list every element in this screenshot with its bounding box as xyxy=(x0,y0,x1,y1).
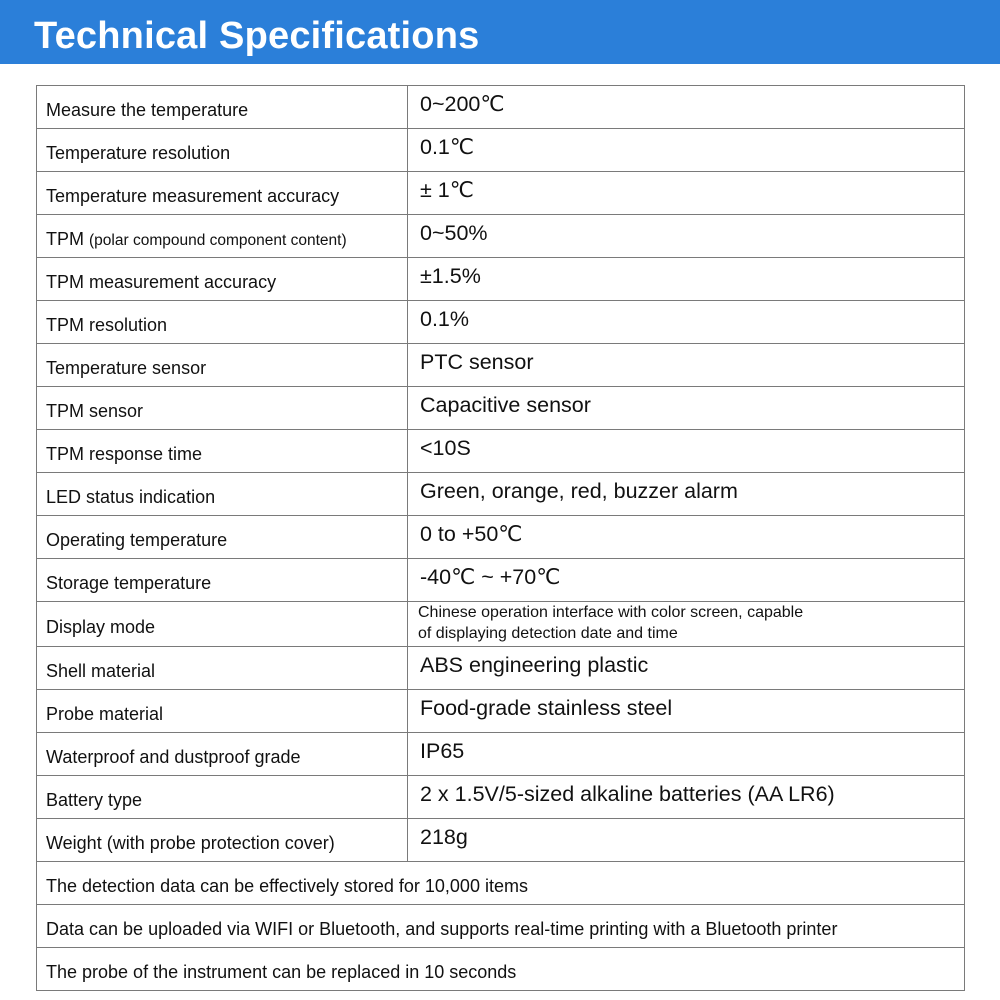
spec-label: Display mode xyxy=(37,602,408,647)
spec-label: TPM response time xyxy=(37,430,408,473)
spec-value: IP65 xyxy=(408,733,965,776)
spec-value: ± 1℃ xyxy=(408,172,965,215)
spec-value: 0.1% xyxy=(408,301,965,344)
spec-label: TPM resolution xyxy=(37,301,408,344)
table-row xyxy=(37,215,965,258)
table-row-note xyxy=(37,948,965,991)
table-row xyxy=(37,301,965,344)
table-row xyxy=(37,172,965,215)
spec-table xyxy=(36,85,965,991)
spec-value: <10S xyxy=(408,430,965,473)
spec-label xyxy=(37,215,408,258)
spec-label: Operating temperature xyxy=(37,516,408,559)
spec-value: PTC sensor xyxy=(408,344,965,387)
spec-value: ABS engineering plastic xyxy=(408,647,965,690)
table-row xyxy=(37,559,965,602)
spec-label-note: (polar compound component content) xyxy=(89,231,347,249)
spec-value-line: of displaying detection date and time xyxy=(418,625,678,642)
table-row xyxy=(37,86,965,129)
spec-label: Weight (with probe protection cover) xyxy=(37,819,408,862)
spec-value: Capacitive sensor xyxy=(408,387,965,430)
spec-note: Data can be uploaded via WIFI or Bluetooth, and supports real-time printing with a Bluetooth printer xyxy=(37,905,965,948)
table-row xyxy=(37,430,965,473)
table-row-note xyxy=(37,862,965,905)
table-row xyxy=(37,258,965,301)
spec-value: 0 to +50℃ xyxy=(408,516,965,559)
spec-label: Temperature resolution xyxy=(37,129,408,172)
spec-note: The detection data can be effectively stored for 10,000 items xyxy=(37,862,965,905)
table-row-note xyxy=(37,905,965,948)
spec-value: Food-grade stainless steel xyxy=(408,690,965,733)
table-row xyxy=(37,473,965,516)
table-row xyxy=(37,602,965,647)
page-title: Technical Specifications xyxy=(34,15,480,57)
spec-label: Shell material xyxy=(37,647,408,690)
spec-label: Temperature measurement accuracy xyxy=(37,172,408,215)
spec-note: The probe of the instrument can be replaced in 10 seconds xyxy=(37,948,965,991)
spec-label-main: TPM xyxy=(46,228,84,249)
table-row xyxy=(37,819,965,862)
table-row xyxy=(37,129,965,172)
spec-value: 218g xyxy=(408,819,965,862)
spec-value-line: Chinese operation interface with color screen, capable xyxy=(418,604,804,621)
spec-value xyxy=(408,602,965,647)
table-row xyxy=(37,387,965,430)
table-row xyxy=(37,776,965,819)
spec-label: Measure the temperature xyxy=(37,86,408,129)
spec-label: Storage temperature xyxy=(37,559,408,602)
spec-value: ±1.5% xyxy=(408,258,965,301)
spec-value: 2 x 1.5V/5-sized alkaline batteries (AA LR6) xyxy=(408,776,965,819)
table-row xyxy=(37,733,965,776)
table-row xyxy=(37,690,965,733)
spec-label: TPM sensor xyxy=(37,387,408,430)
spec-label: LED status indication xyxy=(37,473,408,516)
spec-value: 0.1℃ xyxy=(408,129,965,172)
spec-label: Battery type xyxy=(37,776,408,819)
spec-label: TPM measurement accuracy xyxy=(37,258,408,301)
spec-label: Temperature sensor xyxy=(37,344,408,387)
spec-label: Waterproof and dustproof grade xyxy=(37,733,408,776)
spec-value: Green, orange, red, buzzer alarm xyxy=(408,473,965,516)
header-banner xyxy=(0,0,1000,64)
table-row xyxy=(37,344,965,387)
table-row xyxy=(37,516,965,559)
table-row xyxy=(37,647,965,690)
spec-value: 0~50% xyxy=(408,215,965,258)
spec-value: 0~200℃ xyxy=(408,86,965,129)
spec-label: Probe material xyxy=(37,690,408,733)
spec-value: -40℃ ~ +70℃ xyxy=(408,559,965,602)
